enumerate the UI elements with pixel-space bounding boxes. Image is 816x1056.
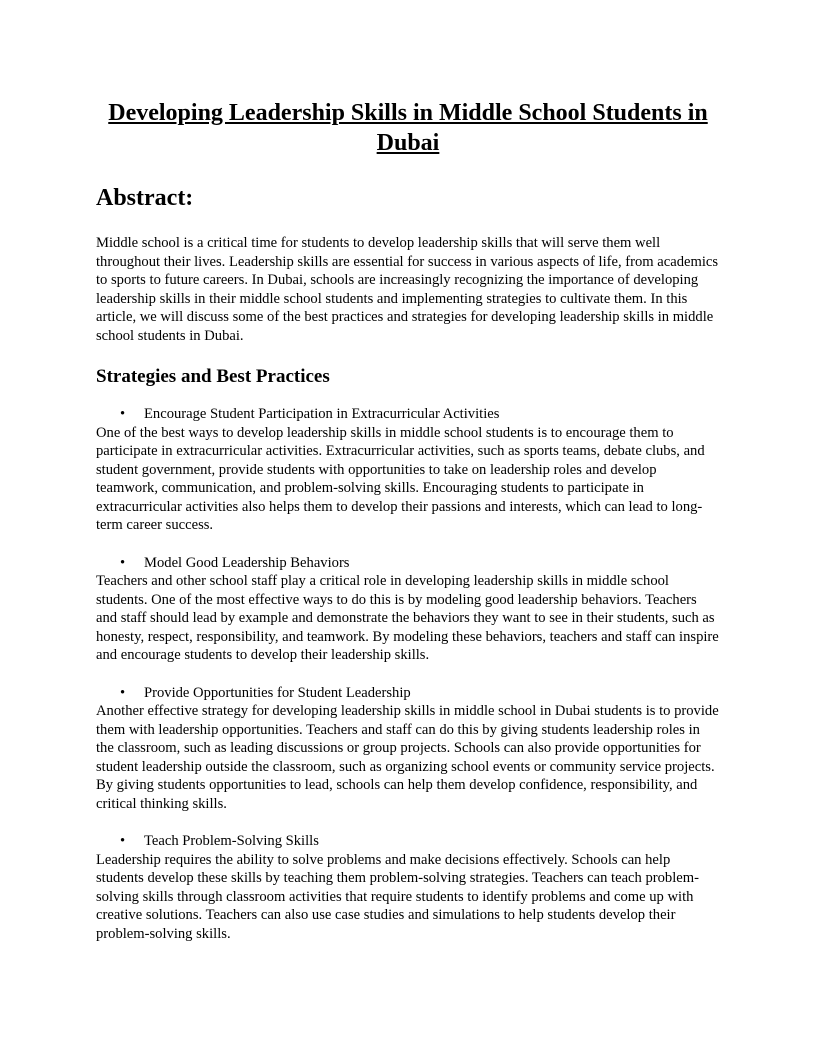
bullet-item [96,832,720,851]
section-paragraph: One of the best ways to develop leadership skills in middle school students is to encourage them to participate in extracurricular activities. Extracurricular activities, such as sports teams, debate clubs, and student government, provide students with opportunities to take on leadership roles and develop teamwork, communication, and problem-solving skills. Encouraging students to participate in extracurricular activities also helps them to develop their passions and interests, which can lead to long-term career success. [96,424,705,533]
bullet-label: Provide Opportunities for Student Leadership [144,684,411,701]
section-paragraph: Another effective strategy for developing leadership skills in middle school in Dubai students is to provide them with leadership opportunities. Teachers and staff can do this by giving students leadership roles in the classroom, such as leading discussions or group projects. Schools can also provide opportunities for student leadership outside the classroom, such as organizing school events or community service projects. By giving students opportunities to lead, schools can help them develop confidence, responsibility, and critical thinking skills. [96,703,719,812]
bullet-dot-icon: • [120,406,126,422]
bullet-item [96,405,720,424]
bullet-label: Encourage Student Participation in Extracurricular Activities [144,406,500,422]
abstract-paragraph: Middle school is a critical time for students to develop leadership skills that will serve them well throughout their lives. Leadership skills are essential for success in various aspects of life, from academics to sports to future careers. In Dubai, schools are increasingly recognizing the importance of developing leadership skills in their middle school students and implementing strategies to cultivate them. In this article, we will discuss some of the best practices and strategies for developing leadership skills in middle school students in Dubai. [96,235,719,344]
bullet-label: Teach Problem-Solving Skills [144,833,319,849]
strategy-section-1 [96,405,720,535]
section-paragraph: Leadership requires the ability to solve problems and make decisions effectively. Schools can help students develop these skills by teaching them problem-solving strategies. Teachers can teach problem-solving skills through classroom activities that require students to identify problems and come up with creative solutions. Teachers can also use case studies and simulations to help students develop their problem-solving skills. [96,851,699,942]
bullet-item [96,684,720,703]
strategy-section-3 [96,684,720,814]
strategies-heading: Strategies and Best Practices [96,366,330,387]
bullet-dot-icon: • [120,554,126,571]
document-title: Developing Leadership Skills in Middle School Students in Dubai [108,100,708,156]
section-paragraph: Teachers and other school staff play a critical role in developing leadership skills in middle school students. One of the most effective ways to do this is by modeling good leadership behaviors. Teachers and staff should lead by example and demonstrate the behaviors they want to see in their students, such as honesty, respect, responsibility, and teamwork. By modeling these behaviors, teachers and staff can inspire and encourage students to develop their leadership skills. [96,573,719,663]
bullet-label: Model Good Leadership Behaviors [144,554,350,571]
bullet-item [96,554,720,573]
abstract-heading: Abstract: [96,185,194,211]
strategy-section-2 [96,554,720,665]
strategy-section-4 [96,832,720,943]
bullet-dot-icon: • [120,684,126,701]
document-page [96,0,720,943]
bullet-dot-icon: • [120,833,126,849]
